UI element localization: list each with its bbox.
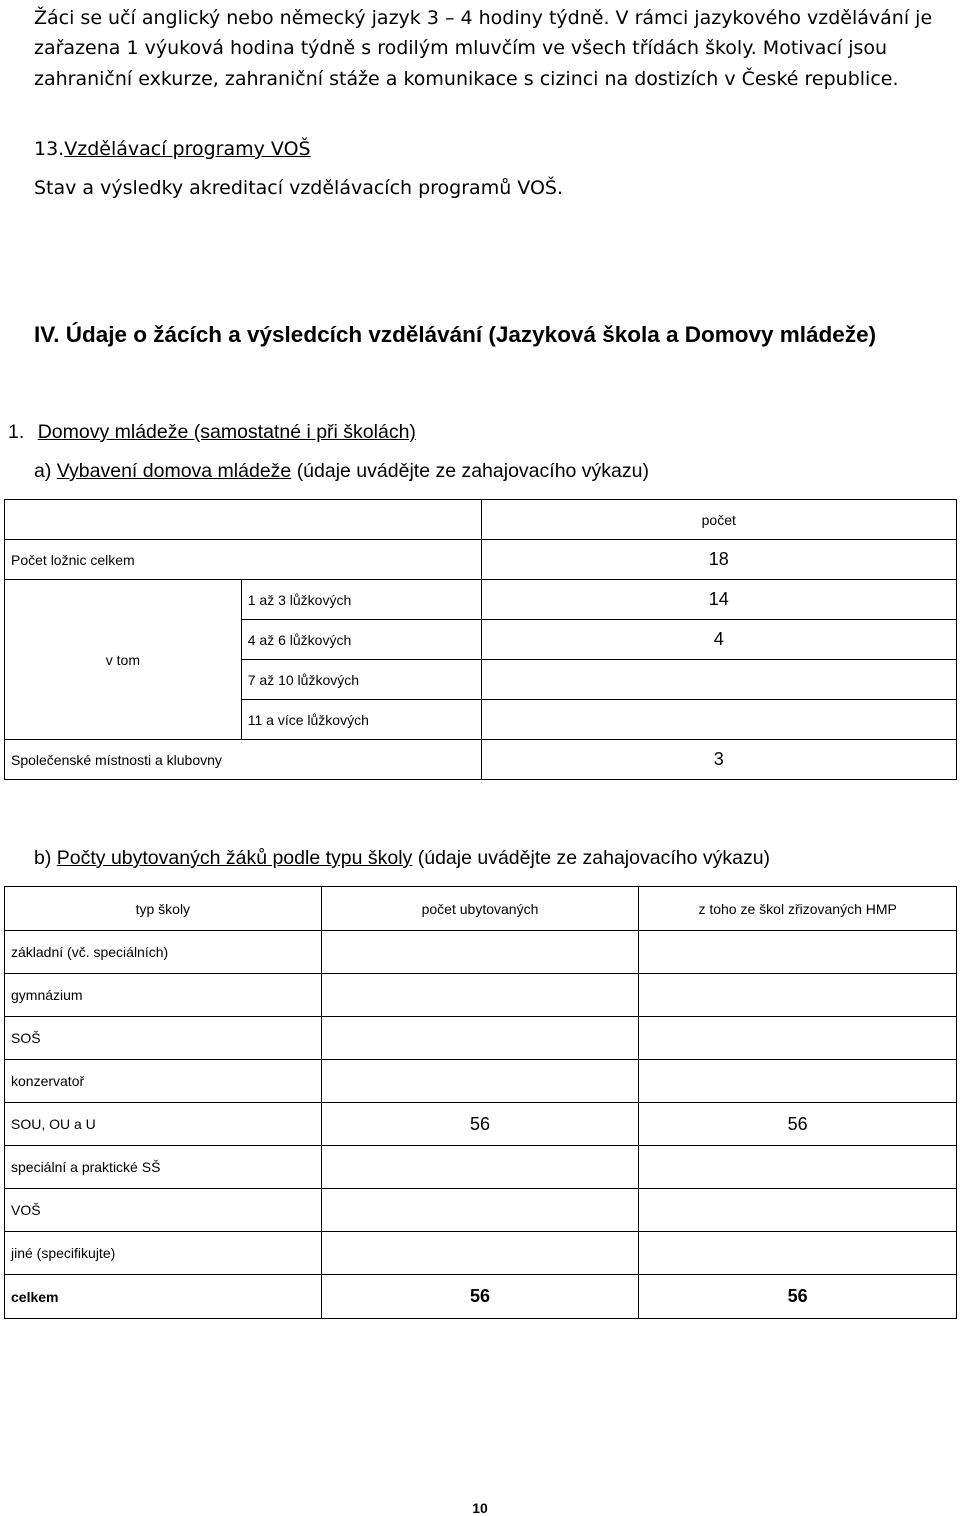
subsection-1-number: 1.	[8, 421, 25, 443]
accommodated-count	[321, 1146, 639, 1189]
table-a-header-count: počet	[481, 500, 956, 540]
accommodated-count	[321, 1232, 639, 1275]
table-total-row	[5, 1275, 957, 1319]
room-size-label: 11 a více lůžkových	[241, 700, 481, 740]
hmp-count	[639, 974, 957, 1017]
social-rooms-label: Společenské místnosti a klubovny	[5, 740, 482, 780]
part-b-heading	[34, 847, 770, 870]
room-size-label: 4 až 6 lůžkových	[241, 620, 481, 660]
room-size-value: 14	[481, 580, 956, 620]
v-tom-label: v tom	[5, 580, 242, 740]
header-accommodated-count: počet ubytovaných	[321, 887, 639, 931]
table-a-row-total	[5, 540, 957, 580]
section-13-number: 13.	[34, 138, 65, 160]
accommodated-count	[321, 1060, 639, 1103]
school-type: základní (vč. speciálních)	[5, 931, 322, 974]
table-row	[5, 1103, 957, 1146]
total-label: celkem	[5, 1275, 322, 1319]
table-row	[5, 1232, 957, 1275]
accommodated-count	[321, 974, 639, 1017]
table-row	[5, 1017, 957, 1060]
table-row	[5, 1060, 957, 1103]
part-b-title: Počty ubytovaných žáků podle typu školy	[56, 847, 413, 869]
part-a-heading	[34, 460, 649, 483]
section-13-title: Vzdělávací programy VOŠ	[64, 138, 311, 160]
school-type: speciální a praktické SŠ	[5, 1146, 322, 1189]
intro-line-3: zahraniční exkurze, zahraniční stáže a komunikace s cizinci na dostizích v České republice.	[34, 67, 899, 90]
social-rooms-value: 3	[481, 740, 956, 780]
table-a-row-social	[5, 740, 957, 780]
table-a-header-empty	[5, 500, 482, 540]
school-type: VOŠ	[5, 1189, 322, 1232]
subsection-1-title: Domovy mládeže (samostatné i při školách)	[37, 421, 416, 443]
hmp-count: 56	[639, 1103, 957, 1146]
section-13-heading	[34, 134, 311, 164]
part-a-prefix: a)	[34, 460, 52, 482]
school-type: konzervatoř	[5, 1060, 322, 1103]
part-b-suffix: (údaje uvádějte ze zahajovacího výkazu)	[417, 847, 771, 869]
section-iv-heading: IV. Údaje o žácích a výsledcích vzdělávání (Jazyková škola a Domovy mládeže)	[34, 322, 877, 347]
table-row	[5, 1189, 957, 1232]
page-number: 10	[472, 1500, 488, 1516]
header-hmp-count: z toho ze škol zřizovaných HMP	[639, 887, 957, 931]
intro-line-1: Žáci se učí anglický nebo německý jazyk 3 – 4 hodiny týdně. V rámci jazykového vzdělávání je	[34, 7, 933, 29]
accommodated-count	[321, 1017, 639, 1060]
total-hmp: 56	[639, 1275, 957, 1319]
table-row	[5, 1146, 957, 1189]
room-size-value	[481, 660, 956, 700]
room-size-label: 7 až 10 lůžkových	[241, 660, 481, 700]
school-type: SOU, OU a U	[5, 1103, 322, 1146]
accommodated-count	[321, 931, 639, 974]
part-b-prefix: b)	[34, 847, 52, 869]
hmp-count	[639, 1017, 957, 1060]
room-size-label: 1 až 3 lůžkových	[241, 580, 481, 620]
header-school-type: typ školy	[5, 887, 322, 931]
table-row	[5, 974, 957, 1017]
dormitory-equipment-table	[4, 499, 957, 780]
total-count: 56	[321, 1275, 639, 1319]
school-type: jiné (specifikujte)	[5, 1232, 322, 1275]
hmp-count	[639, 1060, 957, 1103]
accommodated-count	[321, 1189, 639, 1232]
table-a-header-row	[5, 500, 957, 540]
table-a-row	[5, 580, 957, 620]
part-a-suffix: (údaje uvádějte ze zahajovacího výkazu)	[296, 460, 649, 482]
intro-line-2: zařazena 1 výuková hodina týdně s rodilým mluvčím ve všech třídách školy. Motivací jsou	[34, 37, 888, 60]
table-b-header-row	[5, 887, 957, 931]
hmp-count	[639, 1189, 957, 1232]
accommodated-count: 56	[321, 1103, 639, 1146]
part-a-title: Vybavení domova mládeže	[56, 460, 292, 482]
school-type: SOŠ	[5, 1017, 322, 1060]
section-13-text: Stav a výsledky akreditací vzdělávacích programů VOŠ.	[34, 177, 564, 199]
intro-paragraph	[34, 3, 944, 94]
hmp-count	[639, 931, 957, 974]
subsection-1-heading	[8, 421, 416, 444]
school-type: gymnázium	[5, 974, 322, 1017]
hmp-count	[639, 1232, 957, 1275]
rooms-total-label: Počet ložnic celkem	[5, 540, 482, 580]
hmp-count	[639, 1146, 957, 1189]
table-row	[5, 931, 957, 974]
room-size-value: 4	[481, 620, 956, 660]
accommodated-students-table	[4, 886, 957, 1319]
rooms-total-value: 18	[481, 540, 956, 580]
room-size-value	[481, 700, 956, 740]
